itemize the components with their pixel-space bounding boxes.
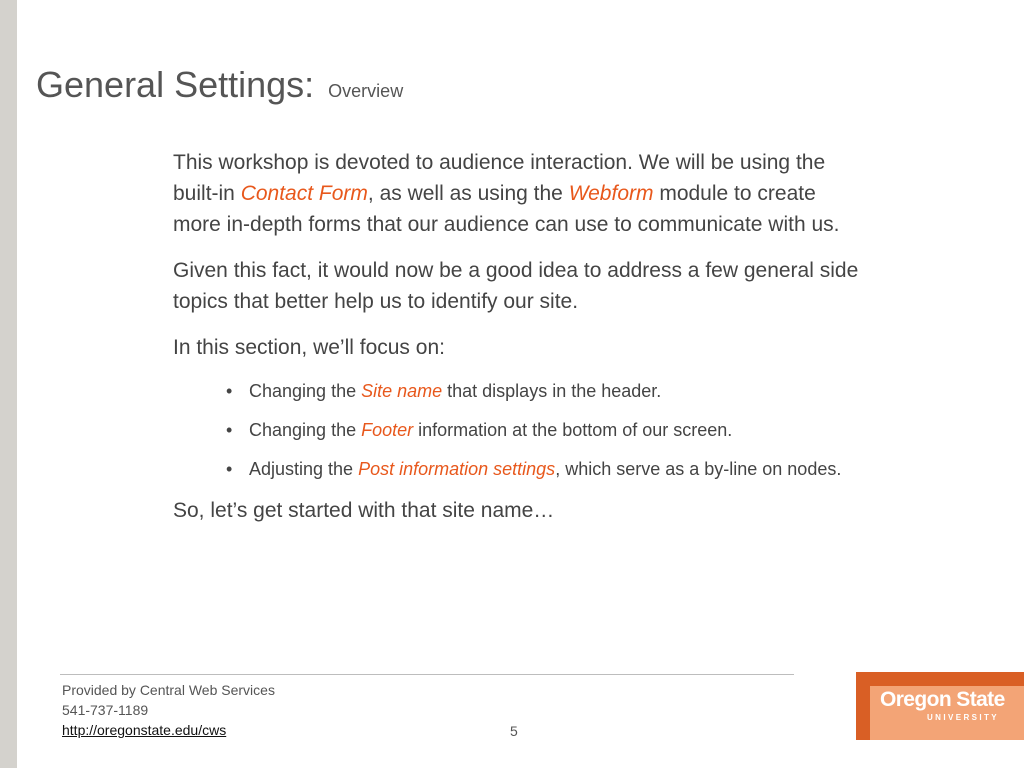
site-name-term: Site name xyxy=(361,381,443,401)
context-paragraph: Given this fact, it would now be a good idea to address a few general side topics that better help us to identify our site. xyxy=(173,259,859,313)
section-lead: In this section, we’ll focus on: xyxy=(173,336,445,359)
list-item-text: Adjusting the xyxy=(249,459,359,479)
intro-text-3: module to create more in-depth forms that our audience can use to communicate with us. xyxy=(173,182,840,236)
contact-form-term: Contact Form xyxy=(240,182,368,205)
slide-body xyxy=(173,147,863,541)
list-item xyxy=(226,456,863,483)
list-item-text: , which serve as a by-line on nodes. xyxy=(555,459,842,479)
intro-text-2: , as well as using the xyxy=(367,182,569,205)
closing-paragraph: So, let’s get started with that site name… xyxy=(173,499,555,522)
bullet-icon: • xyxy=(226,420,233,440)
footer-divider xyxy=(60,674,794,675)
left-side-bar xyxy=(0,0,17,768)
list-item-text: that displays in the header. xyxy=(442,381,662,401)
list-item xyxy=(226,417,863,444)
slide-title-text: General Settings: xyxy=(36,64,315,105)
topic-list xyxy=(173,378,863,483)
osu-logo-name: Oregon State xyxy=(880,688,1005,711)
osu-logo-sub: UNIVERSITY xyxy=(927,713,1000,722)
list-item-text: information at the bottom of our screen. xyxy=(413,420,733,440)
provider-text: Provided by Central Web Services xyxy=(62,682,275,698)
list-item-text: Changing the xyxy=(249,381,362,401)
page-number: 5 xyxy=(510,723,518,739)
webform-term: Webform xyxy=(568,182,654,205)
bullet-icon: • xyxy=(226,459,233,479)
intro-paragraph xyxy=(173,147,863,240)
footer-term: Footer xyxy=(361,420,414,440)
post-info-settings-term: Post information settings xyxy=(358,459,556,479)
slide-title xyxy=(36,63,403,113)
cws-link[interactable]: http://oregonstate.edu/cws xyxy=(62,722,227,738)
list-item xyxy=(226,378,863,405)
slide-subtitle: Overview xyxy=(328,81,404,101)
list-item-text: Changing the xyxy=(249,420,362,440)
intro-text-1: This workshop is devoted to audience interaction. We will be using the built-in xyxy=(173,151,826,205)
phone-text: 541-737-1189 xyxy=(62,702,149,718)
footer-info xyxy=(62,680,275,740)
bullet-icon: • xyxy=(226,381,233,401)
